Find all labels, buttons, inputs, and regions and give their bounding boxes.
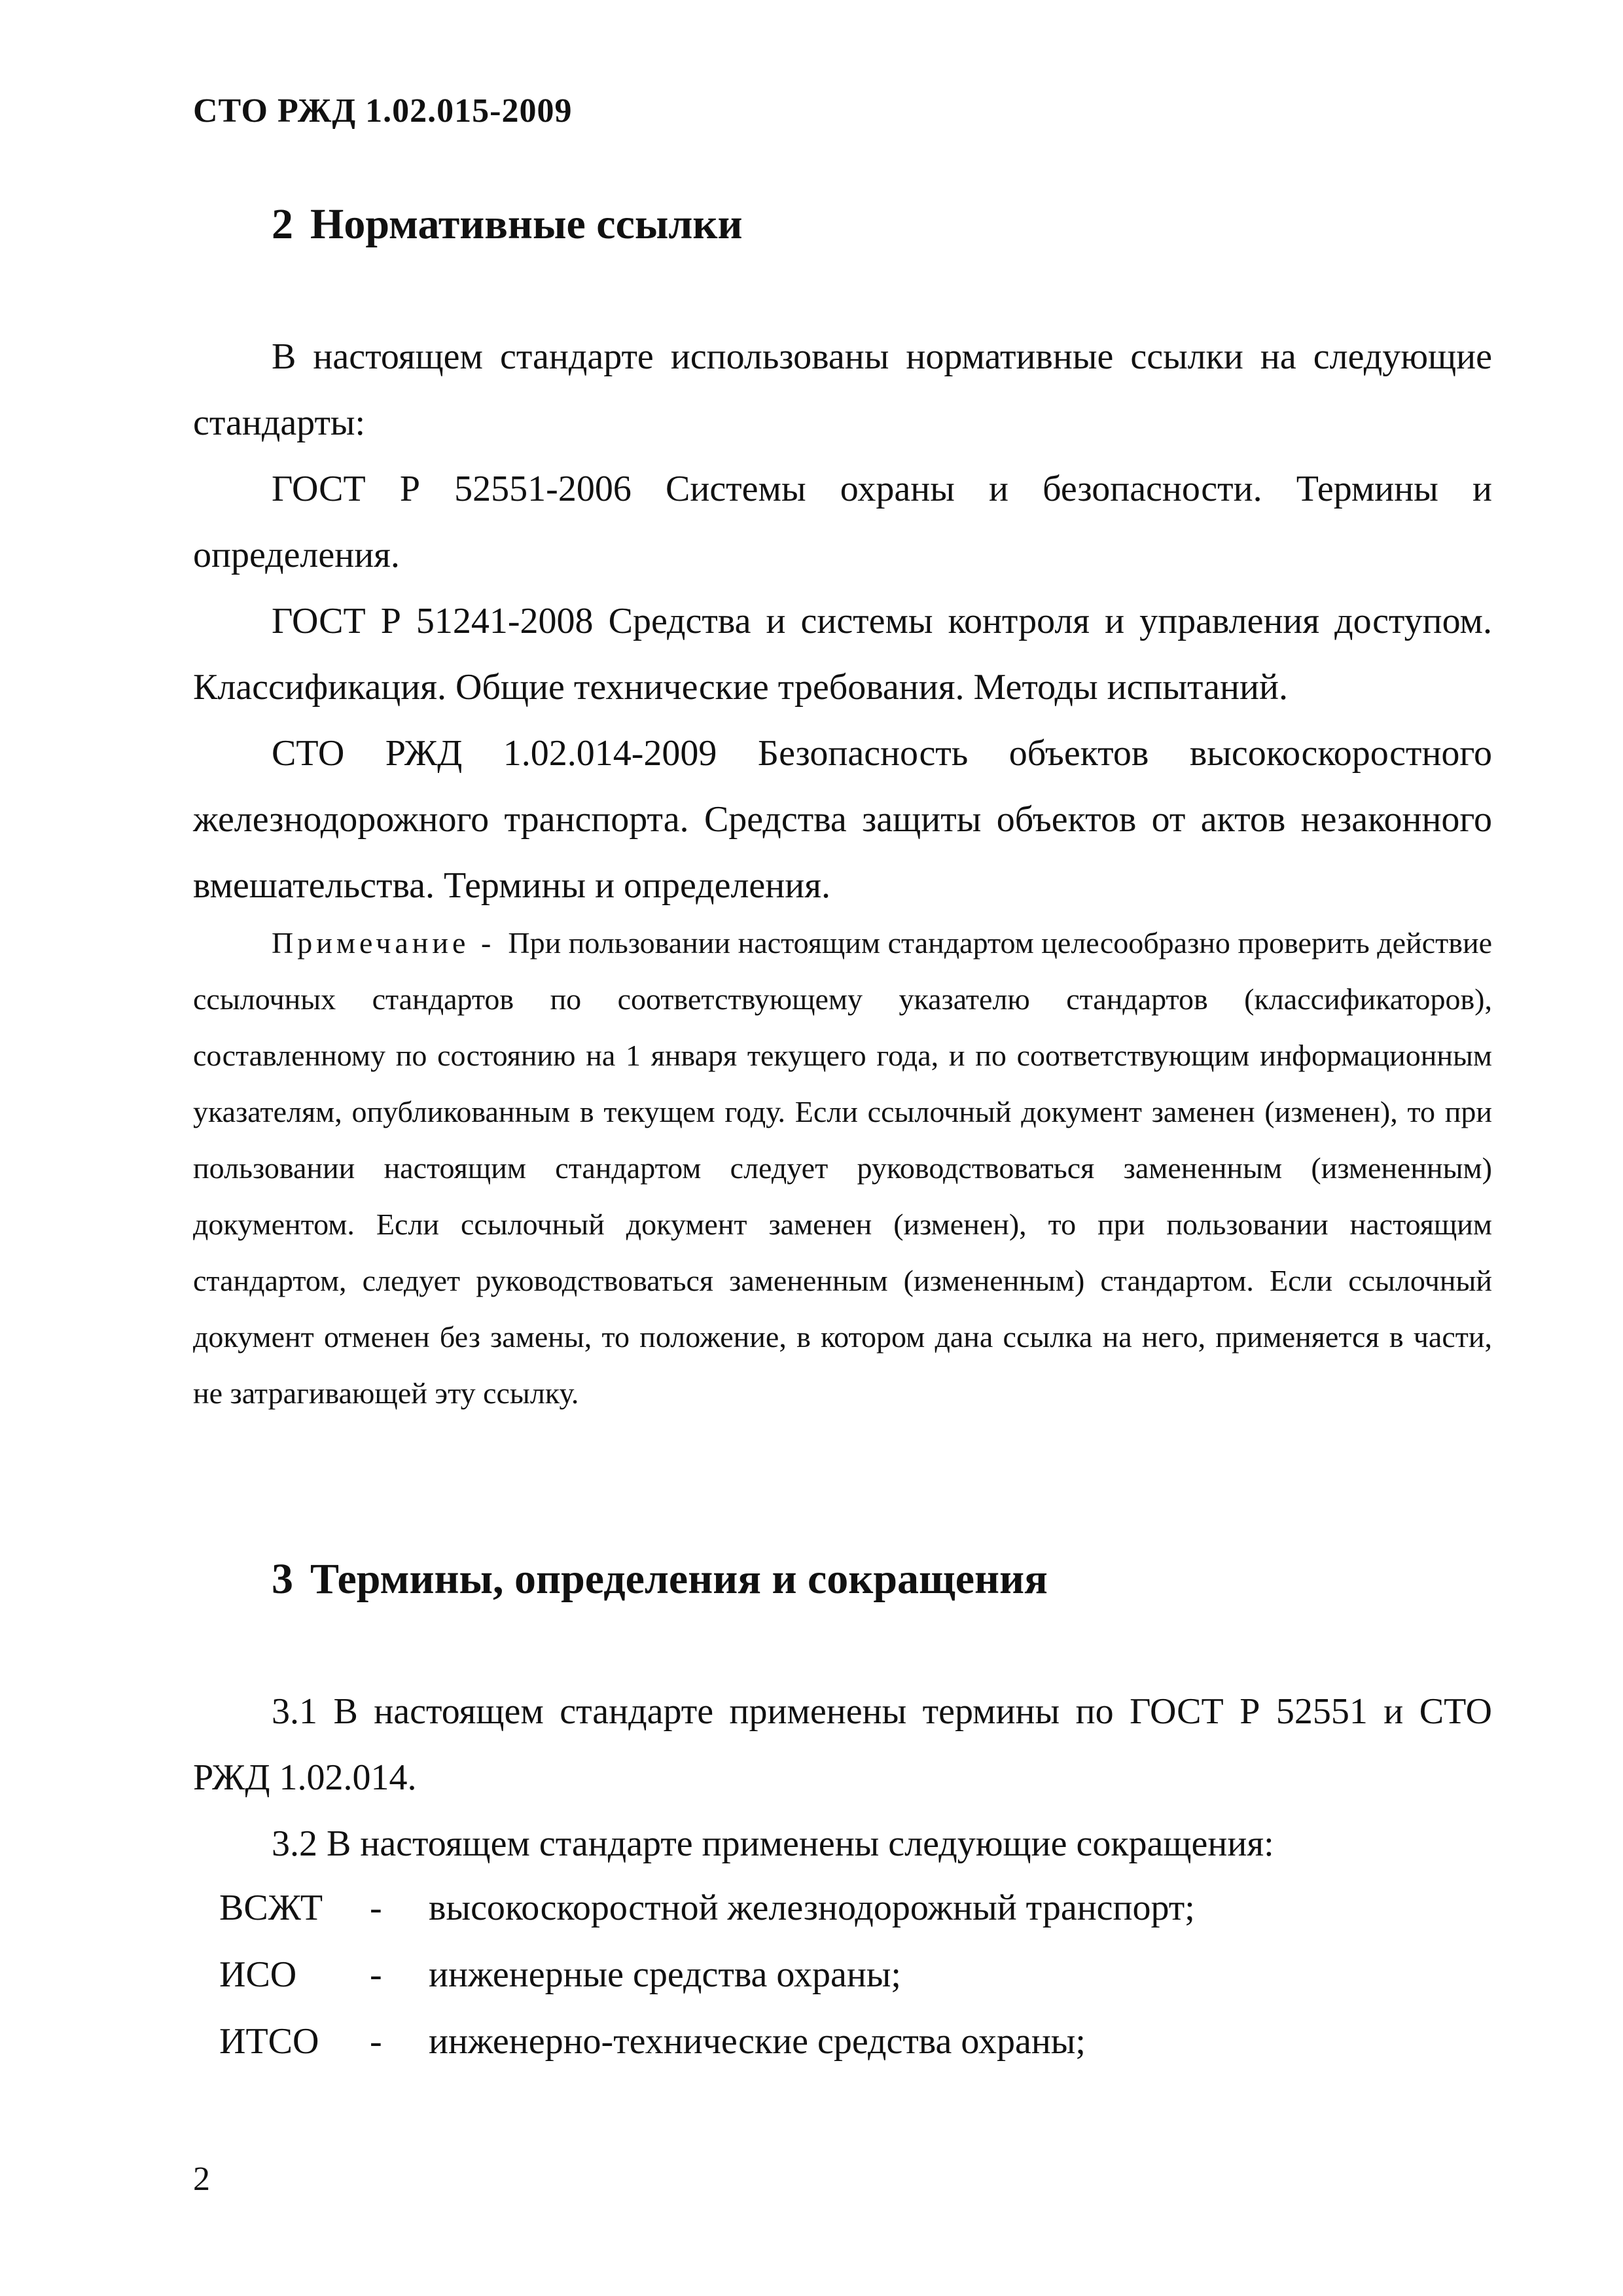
section-2-note bbox=[193, 915, 1492, 1422]
reference-gost-52551: ГОСТ Р 52551-2006 Системы охраны и безопасности. Термины и определения. bbox=[193, 469, 1492, 575]
abbreviation-term: ВСЖТ bbox=[219, 1888, 323, 1928]
abbreviation-dash: - bbox=[370, 1954, 382, 1995]
abbreviation-dash: - bbox=[370, 2021, 382, 2062]
clause-3-2: 3.2 В настоящем стандарте применены следующие сокращения: bbox=[272, 1823, 1274, 1864]
note-label: Примечание - bbox=[272, 926, 495, 960]
abbreviation-meaning: инженерные средства охраны; bbox=[429, 1954, 901, 1995]
section-2-heading bbox=[272, 200, 742, 249]
document-code-header: СТО РЖД 1.02.015-2009 bbox=[193, 92, 573, 130]
abbreviation-row bbox=[219, 1887, 1195, 1929]
page-number: 2 bbox=[193, 2161, 210, 2198]
section-2-intro-paragraph: В настоящем стандарте использованы нормативные ссылки на следующие стандарты: bbox=[193, 336, 1492, 443]
clause-3-1: 3.1 В настоящем стандарте применены термины по ГОСТ Р 52551 и СТО РЖД 1.02.014. bbox=[193, 1691, 1492, 1798]
abbreviation-term: ИСО bbox=[219, 1954, 297, 1995]
section-2-title: Нормативные ссылки bbox=[310, 200, 743, 248]
abbreviation-row bbox=[219, 1954, 901, 1996]
abbreviation-meaning: инженерно-технические средства охраны; bbox=[429, 2021, 1086, 2062]
section-3-heading bbox=[272, 1554, 1048, 1604]
abbreviation-dash: - bbox=[370, 1888, 382, 1928]
section-2-number: 2 bbox=[272, 200, 293, 248]
abbreviation-term: ИТСО bbox=[219, 2021, 319, 2062]
reference-gost-51241: ГОСТ Р 51241-2008 Средства и системы контроля и управления доступом. Классификация. Общие технические требования. Методы испытаний. bbox=[193, 601, 1492, 708]
note-text: При пользовании настоящим стандартом целесообразно проверить действие ссылочных стандартов по соответствующему указателю стандартов (классификаторов), составленному по состоянию на 1 января текущего года, и по соответствующим информационным указателям, опубликованным в текущем году. Если ссылочный документ заменен (изменен), то при пользовании настоящим стандартом следует руководствоваться замененным (измененным) документом. Если ссылочный документ заменен (изменен), то при пользовании настоящим стандартом, следует руководствоваться замененным (измененным) стандартом. Если ссылочный документ отменен без замены, то положение, в котором дана ссылка на него, применяется в части, не затрагивающей эту ссылку. bbox=[193, 926, 1492, 1410]
reference-sto-rzd-014: СТО РЖД 1.02.014-2009 Безопасность объектов высокоскоростного железнодорожного транспорта. Средства защиты объектов от актов незаконного вмешательства. Термины и определения. bbox=[193, 733, 1492, 906]
section-3-number: 3 bbox=[272, 1555, 293, 1603]
abbreviation-meaning: высокоскоростной железнодорожный транспорт; bbox=[429, 1888, 1195, 1928]
abbreviation-row bbox=[219, 2020, 1086, 2062]
section-3-title: Термины, определения и сокращения bbox=[310, 1555, 1048, 1603]
